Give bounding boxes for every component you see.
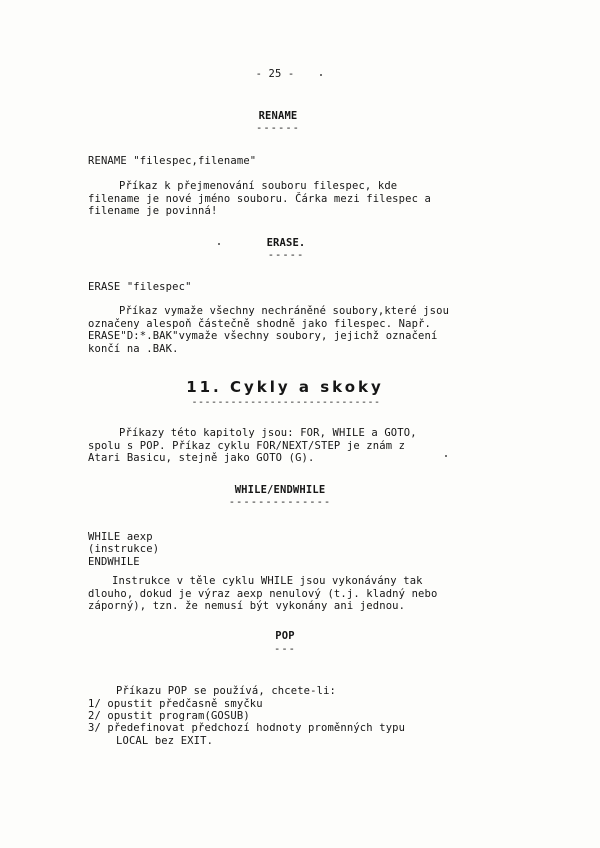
pop-list-item-3: 3/ předefinovat předchozí hodnoty proměnných typu bbox=[88, 722, 406, 734]
while-desc-line-3: záporný), tzn. že nemusí být vykonány ani jednou. bbox=[88, 600, 406, 612]
pop-heading: POP bbox=[275, 630, 295, 642]
pop-desc-intro: Příkazu POP se používá, chcete-li: bbox=[116, 685, 337, 697]
while-syntax-line-1: WHILE aexp bbox=[88, 531, 153, 543]
rename-syntax: RENAME "filespec,filename" bbox=[88, 155, 257, 167]
erase-heading: ERASE. bbox=[266, 237, 306, 249]
pop-heading-underline: --- bbox=[274, 643, 296, 655]
rename-desc-line-3: filename je povinná! bbox=[88, 205, 218, 217]
rename-desc-line-1: Příkaz k přejmenování souboru filespec, kde bbox=[119, 180, 398, 192]
pop-list-item-3-continued: LOCAL bez EXIT. bbox=[116, 735, 214, 747]
pop-list-item-1: 1/ opustit předčasně smyčku bbox=[88, 698, 263, 710]
while-syntax-line-2: (instrukce) bbox=[88, 543, 160, 555]
scan-speck bbox=[445, 455, 447, 457]
while-heading: WHILE/ENDWHILE bbox=[234, 484, 326, 496]
while-desc-line-2: dlouho, dokud je výraz aexp nenulový (t.j. kladný nebo bbox=[88, 588, 438, 600]
while-syntax-line-3: ENDWHILE bbox=[88, 556, 140, 568]
while-desc-line-1: Instrukce v těle cyklu WHILE jsou vykonávány tak bbox=[112, 575, 423, 587]
intro-line-1: Příkazy této kapitoly jsou: FOR, WHILE a GOTO, bbox=[119, 427, 417, 439]
erase-desc-line-3: ERASE"D:*.BAK"vymaže všechny soubory, jejichž označení bbox=[88, 330, 438, 342]
erase-heading-underline: ----- bbox=[267, 249, 305, 261]
chapter-title: 11. Cykly a skoky bbox=[186, 378, 384, 396]
scan-speck bbox=[218, 243, 220, 245]
rename-heading-underline: ------ bbox=[256, 122, 300, 134]
rename-desc-line-2: filename je nové jméno souboru. Čárka mezi filespec a bbox=[88, 193, 431, 205]
scan-speck bbox=[320, 74, 322, 76]
chapter-title-underline: ----------------------------- bbox=[191, 397, 381, 408]
erase-desc-line-2: označeny alespoň částečně shodně jako filespec. Např. bbox=[88, 318, 431, 330]
erase-syntax: ERASE "filespec" bbox=[88, 281, 192, 293]
erase-desc-line-4: končí na .BAK. bbox=[88, 343, 179, 355]
erase-desc-line-1: Příkaz vymaže všechny nechráněné soubory,které jsou bbox=[119, 305, 450, 317]
intro-line-3: Atari Basicu, stejně jako GOTO (G). bbox=[88, 452, 315, 464]
pop-list-item-2: 2/ opustit program(GOSUB) bbox=[88, 710, 250, 722]
rename-heading: RENAME bbox=[258, 110, 298, 122]
page-number: - 25 - bbox=[255, 68, 295, 80]
while-heading-underline: -------------- bbox=[228, 496, 332, 508]
intro-line-2: spolu s POP. Příkaz cyklu FOR/NEXT/STEP je znám z bbox=[88, 440, 406, 452]
